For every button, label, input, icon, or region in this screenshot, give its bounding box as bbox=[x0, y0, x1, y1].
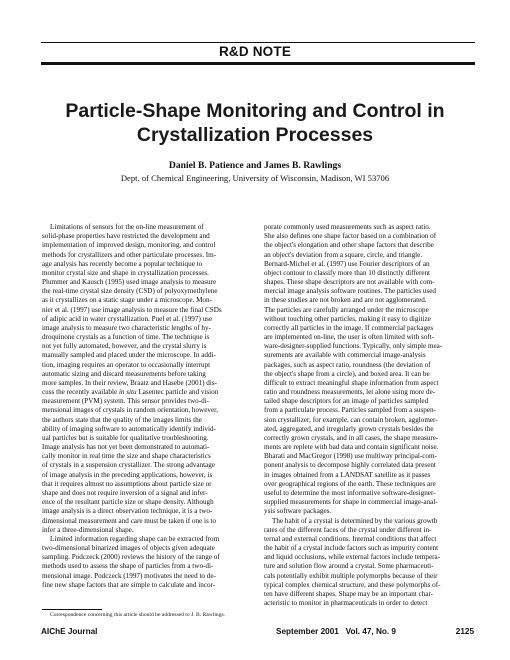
body-right-line: Bernard-Michel et al. (1997) use Fourier descriptors of an bbox=[264, 259, 430, 268]
body-right-line: object contour to classify more than 10 distinctly different bbox=[264, 268, 431, 277]
body-right-line: acteristic to monitor in pharmaceuticals in order to detect bbox=[264, 599, 428, 608]
body-left-line: ability of imaging software to automatically identify individ- bbox=[42, 424, 216, 433]
body-right-line: ysis software packages. bbox=[264, 507, 332, 516]
body-left-line: manually sampled and placed under the microscope. In addi- bbox=[42, 351, 216, 360]
body-left-line: tion, imaging requires an operator to occasionally interrupt bbox=[42, 360, 211, 369]
body-left-line: image analysis to measure two characteristic lengths of hy- bbox=[42, 323, 211, 332]
body-right-line: mercial image analysis software routines. The particles used bbox=[264, 287, 436, 296]
body-left-line: of adipic acid in water crystallization. Puel et al. (1997) use bbox=[42, 314, 213, 323]
article-affiliation: Dept. of Chemical Engineering, University of Wisconsin, Madison, WI 53706 bbox=[120, 173, 390, 183]
body-left-line: dimensional measurement and care must be taken if one is to bbox=[42, 516, 217, 525]
article-title bbox=[40, 99, 470, 147]
body-right-line: The habit of a crystal is determined by the various growth bbox=[272, 516, 438, 525]
body-left-line: of crystals in a suspension crystallizer. The strong advantage bbox=[42, 461, 215, 470]
body-right-line: porate commonly used measurements such as aspect ratio. bbox=[264, 223, 431, 231]
body-right-line: correctly grown crystals, and in all cases, the shape measure- bbox=[264, 433, 439, 442]
body-left-line: nier et al. (1997) use image analysis to measure the final CSDs bbox=[42, 305, 222, 314]
body-right-line: She also defines one shape factor based on a combination of bbox=[264, 232, 437, 241]
body-right-line: correctly all particles in the image. If commercial packages bbox=[264, 323, 434, 332]
body-right-line: tailed shape descriptors for an image of particles sampled bbox=[264, 397, 429, 406]
body-left-line: the authors state that the quality of the images limits the bbox=[42, 415, 202, 424]
body-right-line: the object's elongation and other shape factors that describe bbox=[264, 241, 434, 250]
body-left-line: the real-time crystal size density (CSD) of polyoxymethylene bbox=[42, 287, 218, 296]
body-right-line: ternal and external conditions. Internal conditions that affect bbox=[264, 534, 437, 543]
body-right-line: ture and solution flow around a crystal. Some pharmaceuti- bbox=[264, 562, 434, 571]
body-right-line: ated, aggregated, and irregularly grown crystals besides the bbox=[264, 424, 434, 433]
body-left-line: Image analysis has not yet been demonstrated to automati- bbox=[42, 443, 210, 452]
body-right-line: and liquid occlusions, while external factors include tempera- bbox=[264, 553, 441, 562]
body-left-line: as it crystallizes on a static stage under a microscope. Mon- bbox=[42, 296, 212, 305]
body-right-line: are implemented on-line, the user is often limited with soft- bbox=[264, 333, 435, 342]
body-left-line: ual particles but is suitable for qualitative troubleshooting. bbox=[42, 433, 209, 442]
body-right-line: over geographical regions of the earth. These techniques are bbox=[264, 479, 436, 488]
footnote-rule bbox=[42, 609, 102, 610]
body-right-line: Bharati and MacGregor (1998) use multiway principal-com- bbox=[264, 452, 437, 461]
body-left-line: cuss the recently available in situ Lasentec particle and vision bbox=[42, 388, 219, 397]
body-right-line: from a particulate process. Particles sampled from a suspen- bbox=[264, 406, 436, 415]
body-left-line: automatic sizing and discard measurements before taking bbox=[42, 369, 206, 378]
body-left-line: that it requires almost no assumptions about particle size or bbox=[42, 479, 212, 488]
body-left-line: mensional image. Podczeck (1997) motivates the need to de- bbox=[42, 571, 216, 580]
body-right-line: ten have different shapes. Shape may be an important char- bbox=[264, 589, 434, 598]
body-column-right bbox=[264, 223, 474, 608]
body-left-line: monitor crystal size and shape in crystallization processes. bbox=[42, 268, 209, 277]
body-right-line: rates of the different faces of the crystal under different in- bbox=[264, 525, 432, 534]
body-right-line: an object's deviation from a square, circle, and triangle. bbox=[264, 250, 423, 259]
body-right-line: ponent analysis to decompose highly correlated data present bbox=[264, 461, 436, 470]
body-right-line: ware-designer-supplied functions. Typically, only simple mea- bbox=[264, 342, 443, 351]
body-left-line: of image analysis in the preceding applications, however, is bbox=[42, 470, 213, 479]
article-title-line-2: Crystallization Processes bbox=[136, 124, 374, 146]
section-label: R&D NOTE bbox=[218, 44, 292, 59]
body-right-line: supplied measurements for shape in commercial image-anal- bbox=[264, 498, 438, 507]
body-right-line: sion crystallizer, for example, can contain broken, agglomer- bbox=[264, 415, 438, 424]
body-right-line: typical complex chemical structure, and these polymorphs of- bbox=[264, 580, 441, 589]
body-left-line: mensional images of crystals in random orientation, however, bbox=[42, 406, 219, 415]
body-left-line: ence of the resultant particle size or shape density. Although bbox=[42, 498, 214, 507]
body-right-line: surements are available with commercial image-analysis bbox=[264, 351, 426, 360]
body-right-line: The particles are carefully arranged under the microscope bbox=[264, 305, 429, 314]
header-rule-bottom bbox=[41, 62, 475, 65]
body-right-line: cals potentially exhibit multiple polymorphs because of their bbox=[264, 571, 438, 580]
body-right-line: without touching other particles, making it easy to digitize bbox=[264, 314, 431, 323]
body-right-line: useful to determine the most informative software-designer- bbox=[264, 488, 436, 497]
body-left-line: Limited information regarding shape can be extracted from bbox=[50, 534, 220, 543]
body-right-line: the object's shape from a circle), and boxed area. It can be bbox=[264, 369, 430, 378]
body-left-line: measurement (PVM) system. This sensor provides two-di- bbox=[42, 397, 210, 406]
correspondence-footnote: Correspondence concerning this article should be addressed to J. B. Rawlings. bbox=[50, 612, 226, 618]
body-left-line: more samples. In their review, Braatz and Hasebe (2001) dis- bbox=[42, 378, 218, 387]
body-left-line: methods used to assess the shape of particles from a two-di- bbox=[42, 562, 214, 571]
body-left-line: sampling. Podczeck (2000) reviews the history of the range of bbox=[42, 553, 220, 562]
body-left-line: image analysis is a direct observation technique, it is a two- bbox=[42, 507, 213, 516]
body-left-line: Plummer and Kausch (1995) used image analysis to measure bbox=[42, 278, 217, 287]
body-right-line: shapes. These shape descriptors are not available with com- bbox=[264, 278, 435, 287]
body-left-line: fine new shape factors that are simple to calculate and incor- bbox=[42, 580, 216, 589]
journal-name: AIChE Journal bbox=[41, 627, 98, 636]
body-left-line: droquinone crystals as a function of time. The technique is bbox=[42, 333, 210, 342]
body-column-left bbox=[42, 223, 252, 590]
page-number: 2125 bbox=[455, 627, 474, 636]
article-title-line-1: Particle-Shape Monitoring and Control in bbox=[65, 100, 445, 122]
body-left-line: infer a three-dimensional shape. bbox=[42, 525, 134, 534]
body-left-line: shape and does not require inversion of a signal and infer- bbox=[42, 488, 208, 497]
body-left-line: age analysis has recently become a popular technique to bbox=[42, 259, 203, 268]
body-left-line: methods for crystallizers and other particulate processes. Im- bbox=[42, 250, 217, 259]
body-right-line: packages, such as aspect ratio, roundness (the deviation of bbox=[264, 360, 431, 369]
body-right-line: the habit of a crystal include factors such as impurity content bbox=[264, 544, 439, 553]
body-left-line: Limitations of sensors for the on-line measurement of bbox=[50, 223, 204, 231]
body-left-line: solid-phase properties have restricted the development and bbox=[42, 232, 210, 241]
article-authors: Daniel B. Patience and James B. Rawlings bbox=[168, 160, 342, 171]
body-left-line: implementation of improved design, monitoring, and control bbox=[42, 241, 216, 250]
body-right-line: ments are replete with bad data and contain significant noise. bbox=[264, 443, 439, 452]
header-rule-top bbox=[41, 42, 475, 43]
body-right-line: difficult to extract meaningful shape information from aspect bbox=[264, 378, 439, 387]
body-left-line: cally monitor in real time the size and shape characteristics bbox=[42, 452, 211, 461]
body-right-line: ratio and roundness measurements, let alone using more de- bbox=[264, 388, 436, 397]
body-left-line: not yet fully automated, however, and the crystal slurry is bbox=[42, 342, 207, 351]
body-right-line: in these studies are not broken and are not agglomerated. bbox=[264, 296, 427, 305]
body-left-line: two-dimensional binarized images of objects given adequate bbox=[42, 544, 215, 553]
issue-info: September 2001 Vol. 47, No. 9 bbox=[276, 627, 396, 636]
body-right-line: in images obtained from a LANDSAT satellite as it passes bbox=[264, 470, 431, 479]
